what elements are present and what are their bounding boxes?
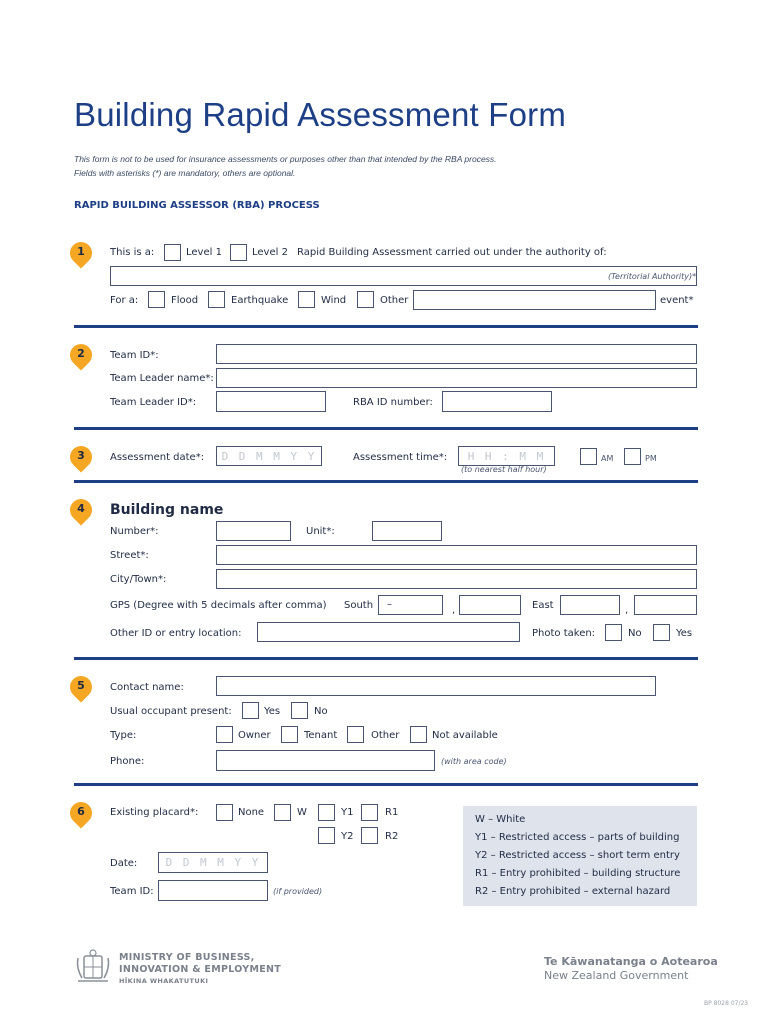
- unit-label: Unit*:: [306, 526, 335, 537]
- placard-none-label: None: [238, 807, 265, 818]
- type-other-label: Other: [371, 730, 400, 741]
- event-label: event*: [660, 295, 694, 306]
- legend-item: R2 – Entry prohibited – external hazard: [475, 886, 671, 897]
- tenant-label: Tenant: [304, 730, 338, 741]
- section-6-number: 6: [77, 805, 85, 818]
- team-leader-name-label: Team Leader name*:: [110, 373, 214, 384]
- pm-checkbox[interactable]: [624, 448, 641, 465]
- south-prefix: –: [387, 599, 392, 610]
- placard-w-label: W: [297, 807, 307, 818]
- east-decimals-input[interactable]: [634, 595, 697, 615]
- phone-input[interactable]: [216, 750, 435, 771]
- divider-2: [74, 427, 698, 430]
- photo-taken-label: Photo taken:: [532, 628, 596, 639]
- placard-legend: [463, 806, 697, 906]
- not-available-label: Not available: [432, 730, 498, 741]
- placard-y2-checkbox[interactable]: [318, 827, 335, 844]
- authority-text: Rapid Building Assessment carried out under the authority of:: [297, 247, 607, 258]
- gps-comma-2: ,: [625, 605, 629, 616]
- south-label: South: [344, 600, 374, 611]
- type-other-checkbox[interactable]: [347, 726, 364, 743]
- team-id-label: Team ID*:: [110, 350, 159, 361]
- contact-name-input[interactable]: [216, 676, 656, 696]
- city-label: City/Town*:: [110, 574, 167, 585]
- nz-coat-of-arms-icon: [74, 948, 114, 986]
- team-leader-name-input[interactable]: [216, 368, 697, 388]
- level1-label: Level 1: [186, 247, 222, 258]
- level2-checkbox[interactable]: [230, 244, 247, 261]
- placard-r1-checkbox[interactable]: [361, 804, 378, 821]
- placard-y1-checkbox[interactable]: [318, 804, 335, 821]
- section-5-number: 5: [77, 679, 85, 692]
- section-4-number: 4: [77, 502, 85, 515]
- occupant-yes-checkbox[interactable]: [242, 702, 259, 719]
- building-name-heading: Building name: [110, 502, 224, 518]
- assessment-date-label: Assessment date*:: [110, 452, 205, 463]
- team-leader-id-label: Team Leader ID*:: [110, 397, 197, 408]
- assessment-time-input[interactable]: H H : M M: [458, 446, 555, 466]
- phone-label: Phone:: [110, 756, 145, 767]
- territorial-authority-hint: (Territorial Authority)*: [608, 272, 697, 281]
- wind-label: Wind: [321, 295, 347, 306]
- usual-occupant-label: Usual occupant present:: [110, 706, 232, 717]
- photo-no-label: No: [628, 628, 642, 639]
- occupant-no-label: No: [314, 706, 328, 717]
- owner-label: Owner: [238, 730, 271, 741]
- team-leader-id-input[interactable]: [216, 391, 326, 412]
- govt-line-1: Te Kāwanatanga o Aotearoa: [544, 955, 718, 968]
- divider-1: [74, 325, 698, 328]
- form-code: BP 8028 07/23: [704, 1000, 749, 1007]
- photo-yes-label: Yes: [676, 628, 693, 639]
- placard-team-id-input[interactable]: [158, 880, 268, 901]
- govt-line-2: New Zealand Government: [544, 969, 689, 982]
- number-label: Number*:: [110, 526, 159, 537]
- flood-label: Flood: [171, 295, 199, 306]
- placard-date-label: Date:: [110, 858, 138, 869]
- level2-label: Level 2: [252, 247, 288, 258]
- occupant-no-checkbox[interactable]: [291, 702, 308, 719]
- wind-checkbox[interactable]: [298, 291, 315, 308]
- street-input[interactable]: [216, 545, 697, 565]
- legend-item: Y1 – Restricted access – parts of building: [475, 832, 680, 843]
- unit-input[interactable]: [372, 521, 442, 541]
- for-a-label: For a:: [110, 295, 139, 306]
- section-2-number: 2: [77, 347, 85, 360]
- placard-r2-checkbox[interactable]: [361, 827, 378, 844]
- team-id-input[interactable]: [216, 344, 697, 364]
- placard-none-checkbox[interactable]: [216, 804, 233, 821]
- if-provided-hint: (if provided): [273, 887, 323, 896]
- divider-3: [74, 480, 698, 483]
- number-input[interactable]: [216, 521, 291, 541]
- other-id-input[interactable]: [257, 622, 520, 642]
- placard-r2-label: R2: [385, 831, 399, 842]
- south-decimals-input[interactable]: [459, 595, 521, 615]
- placard-team-id-label: Team ID:: [110, 886, 154, 897]
- this-is-a-label: This is a:: [110, 247, 155, 258]
- existing-placard-label: Existing placard*:: [110, 807, 199, 818]
- section-3-number: 3: [77, 449, 85, 462]
- flood-checkbox[interactable]: [148, 291, 165, 308]
- placard-y1-label: Y1: [341, 807, 354, 818]
- section-1-number: 1: [77, 245, 85, 258]
- rba-id-input[interactable]: [442, 391, 552, 412]
- page-title: Building Rapid Assessment Form: [74, 96, 567, 133]
- type-label: Type:: [110, 730, 137, 741]
- placard-w-checkbox[interactable]: [274, 804, 291, 821]
- other-event-checkbox[interactable]: [357, 291, 374, 308]
- gps-label: GPS (Degree with 5 decimals after comma): [110, 600, 327, 611]
- tenant-checkbox[interactable]: [281, 726, 298, 743]
- phone-hint: (with area code): [441, 757, 507, 766]
- legend-item: Y2 – Restricted access – short term entry: [475, 850, 680, 861]
- south-degree-input[interactable]: [378, 595, 443, 615]
- not-available-checkbox[interactable]: [410, 726, 427, 743]
- intro-line-2: Fields with asterisks (*) are mandatory, others are optional.: [74, 168, 296, 178]
- contact-name-label: Contact name:: [110, 682, 184, 693]
- city-input[interactable]: [216, 569, 697, 589]
- intro-line-1: This form is not to be used for insurance assessments or purposes other than that intended by the RBA process.: [74, 154, 497, 164]
- assessment-time-label: Assessment time*:: [353, 452, 448, 463]
- east-degree-input[interactable]: [560, 595, 620, 615]
- am-label: AM: [601, 454, 614, 463]
- occupant-yes-label: Yes: [264, 706, 281, 717]
- time-hint: (to nearest half hour): [461, 465, 547, 474]
- east-label: East: [532, 600, 554, 611]
- street-label: Street*:: [110, 550, 149, 561]
- am-checkbox[interactable]: [580, 448, 597, 465]
- rba-id-label: RBA ID number:: [353, 397, 433, 408]
- owner-checkbox[interactable]: [216, 726, 233, 743]
- other-event-label: Other: [380, 295, 409, 306]
- divider-5: [74, 783, 698, 786]
- other-event-input[interactable]: [413, 290, 656, 310]
- pm-label: PM: [645, 454, 657, 463]
- placard-y2-label: Y2: [341, 831, 354, 842]
- earthquake-label: Earthquake: [231, 295, 289, 306]
- photo-no-checkbox[interactable]: [605, 624, 622, 641]
- mbie-line-3: HĪKINA WHAKATUTUKI: [119, 977, 209, 985]
- legend-item: W – White: [475, 814, 526, 825]
- earthquake-checkbox[interactable]: [208, 291, 225, 308]
- section-heading: RAPID BUILDING ASSESSOR (RBA) PROCESS: [74, 200, 320, 211]
- assessment-date-input[interactable]: D D M M Y Y: [216, 446, 322, 466]
- gps-comma-1: ,: [452, 605, 456, 616]
- legend-item: R1 – Entry prohibited – building structure: [475, 868, 681, 879]
- photo-yes-checkbox[interactable]: [653, 624, 670, 641]
- other-id-label: Other ID or entry location:: [110, 628, 242, 639]
- level1-checkbox[interactable]: [164, 244, 181, 261]
- mbie-line-2: INNOVATION & EMPLOYMENT: [119, 964, 282, 975]
- placard-date-input[interactable]: D D M M Y Y: [158, 852, 268, 873]
- divider-4: [74, 657, 698, 660]
- mbie-line-1: MINISTRY OF BUSINESS,: [119, 952, 255, 963]
- placard-r1-label: R1: [385, 807, 399, 818]
